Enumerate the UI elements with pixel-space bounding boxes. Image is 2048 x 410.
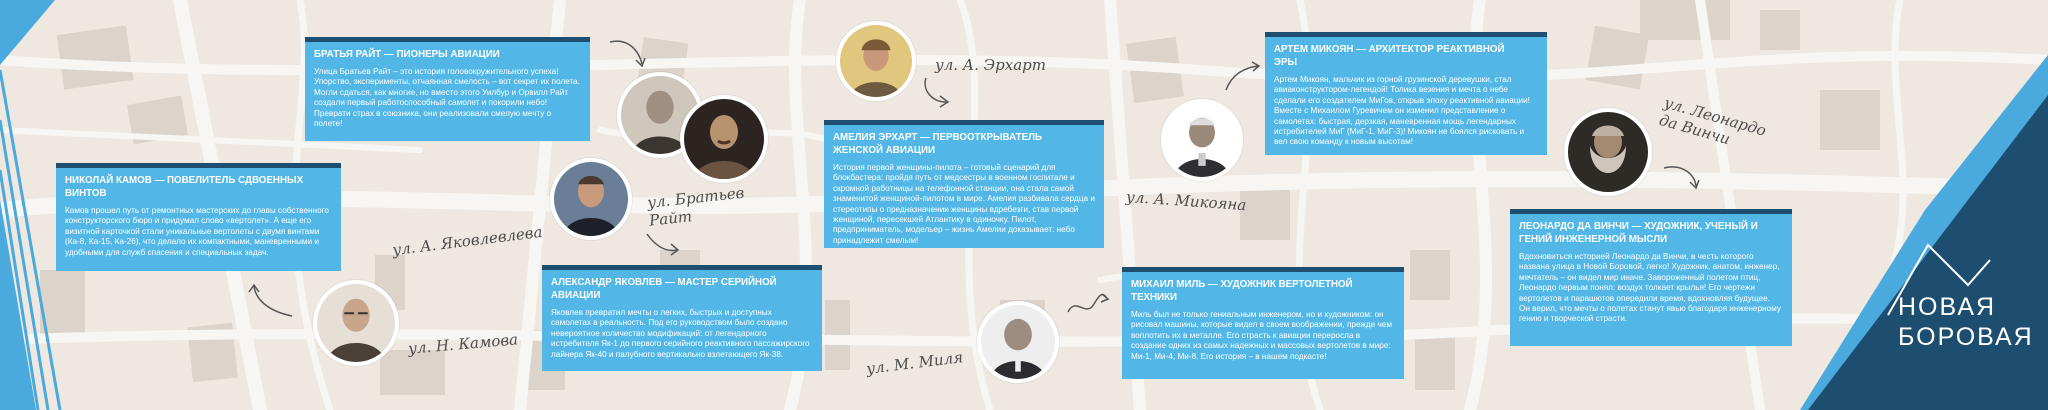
arrow-mikoyan-icon [1222, 60, 1262, 94]
street-label-earhart: ул. А. Эрхарт [935, 56, 1046, 74]
card-text: Вдохновиться историей Леонардо да Винчи, в честь которого названа улица в Новой Боровой, легко! Художник, анатом, инженер, мечтатель – он видел мир иначе. Завороженный полетом птиц, Леонардо первым понял: воздух толкает крылья! Его чертежи вертолетов и парашютов опередили время, вдохновляя будущее. Он верил, что мечты о полетах станут явью благодаря инженерному гению и творческой страсти. [1519, 252, 1781, 324]
brand-logo [1898, 292, 2034, 352]
card-mikoyan [1265, 32, 1547, 155]
card-title: АРТЕМ МИКОЯН — АРХИТЕКТОР РЕАКТИВНОЙ ЭРЫ [1274, 43, 1505, 68]
portrait-yakovlev [550, 158, 632, 240]
card-text: Улица Братьев Райт – это история головокружительного успеха! Упорство, эксперименты, отчаянная смелость – вот секрет их полета. Могли сдаться, как многие, но вместо этого Уилбур и Орвилл Райт создали первый работоспособный самолет и покорили небо! Преврати страх в союзника, они реализовали смелую мечту о полете! [314, 67, 580, 129]
arrow-wright-icon [608, 36, 648, 70]
brand-line-2: БОРОВАЯ [1898, 323, 2034, 351]
street-label-mil: ул. М. Миля [865, 348, 964, 378]
card-title: НИКОЛАЙ КАМОВ — ПОВЕЛИТЕЛЬ СДВОЕННЫХ ВИНТОВ [65, 174, 304, 199]
street-label-davinci: ул. Леонардо да Винчи [1657, 93, 1769, 149]
card-text: Миль был не только гениальным инженером, но и художником: он рисовал машины, которые видел в своем воображении, прежде чем воплотить их в металле. Его страсть к авиации переросла в создание одних из самых надежных и массовых вертолетов в мире: Ми-1, Ми-4, Ми-8. Его история – в нашем подкасте! [1131, 310, 1392, 361]
card-title: МИХАИЛ МИЛЬ — ХУДОЖНИК ВЕРТОЛЕТНОЙ ТЕХНИКИ [1131, 278, 1353, 303]
arrow-earhart-icon [918, 76, 952, 110]
street-label-mikoyan: ул. А. Микояна [1125, 187, 1247, 215]
portrait-mikoyan [1161, 99, 1243, 181]
card-davinci [1510, 209, 1792, 346]
card-title: АМЕЛИЯ ЭРХАРТ — ПЕРВООТКРЫВАТЕЛЬ ЖЕНСКОЙ АВИАЦИИ [833, 131, 1043, 156]
street-label-wright: ул. Братьев Райт [646, 183, 746, 230]
portrait-mil [977, 301, 1059, 383]
portrait-davinci [1564, 108, 1652, 196]
portrait-wright-2 [680, 95, 768, 183]
card-text: История первой женщины-пилота – готовый сценарий для блокбастера: пройдя путь от медсестры в военном госпитале и скромной работницы на телефонной станции, она стала самой знаменитой женщиной-пилотом в мире. Амелия разбивала сердца и стереотипы о предназначении женщины вдребезги, став первой женщиной, пересекшей Атлантику в одиночку. Пилот, предприниматель, модельер – жизнь Амелии доказывает: небо принадлежит смелым! [833, 163, 1095, 245]
street-label-yakovlev: ул. А. Яковлевлева [391, 222, 544, 260]
card-title: АЛЕКСАНДР ЯКОВЛЕВ — МАСТЕР СЕРИЙНОЙ АВИАЦИИ [551, 276, 777, 301]
card-title: БРАТЬЯ РАЙТ — ПИОНЕРЫ АВИАЦИИ [314, 48, 500, 60]
card-text: Артем Микоян, мальчик из горной грузинской деревушки, стал авиаконструктором-легендой! Толика везения и мечта о небе сделали его создателем МиГов, открыв эпоху реактивной авиации! Вместе с Михаилом Гуревичем он изменил представление о самолетах: быстрая, дерзкая, маневренная мощь легендарных истребителей МиГ (МиГ-1, МиГ-3)! Микоян не боялся рисковать и вел свою команду к новым высотам! [1274, 75, 1530, 147]
card-kamov [56, 163, 341, 271]
street-label-kamov: ул. Н. Камова [407, 330, 519, 358]
arrow-davinci-icon [1660, 162, 1700, 192]
portrait-kamov [313, 280, 399, 366]
brand-line-1: НОВАЯ [1898, 293, 1997, 321]
card-text: Яковлев превратил мечты о легких, быстрых и доступных самолетах в реальность. Под его руководством было создано невероятное количество модификаций: от легендарного истребителя Як-1 до первого серийного реактивного пассажирского лайнера Як-40 и палубного вертикально взлетающего Як-38. [551, 308, 810, 359]
card-mil [1122, 267, 1404, 379]
card-earhart [824, 120, 1104, 248]
portrait-earhart [836, 21, 916, 101]
card-title: ЛЕОНАРДО ДА ВИНЧИ — ХУДОЖНИК, УЧЕНЫЙ И ГЕНИЙ ИНЖЕНЕРНОЙ МЫСЛИ [1519, 220, 1758, 245]
card-yakovlev [542, 265, 822, 371]
arrow-yakovlev-icon [645, 230, 681, 258]
arrow-kamov-icon [248, 282, 294, 318]
arrow-mil-icon [1066, 290, 1110, 318]
card-wright [305, 37, 590, 141]
card-text: Камов прошел путь от ремонтных мастерских до главы собственного конструкторского бюро и придумал слово «вертолет». А еще его визитной карточкой стали уникальные вертолеты с двумя винтами (Ка-8, Ка-15, Ка-26), что делало их компактными, маневренными и удобными для служб спасения и специальных задач. [65, 206, 329, 257]
